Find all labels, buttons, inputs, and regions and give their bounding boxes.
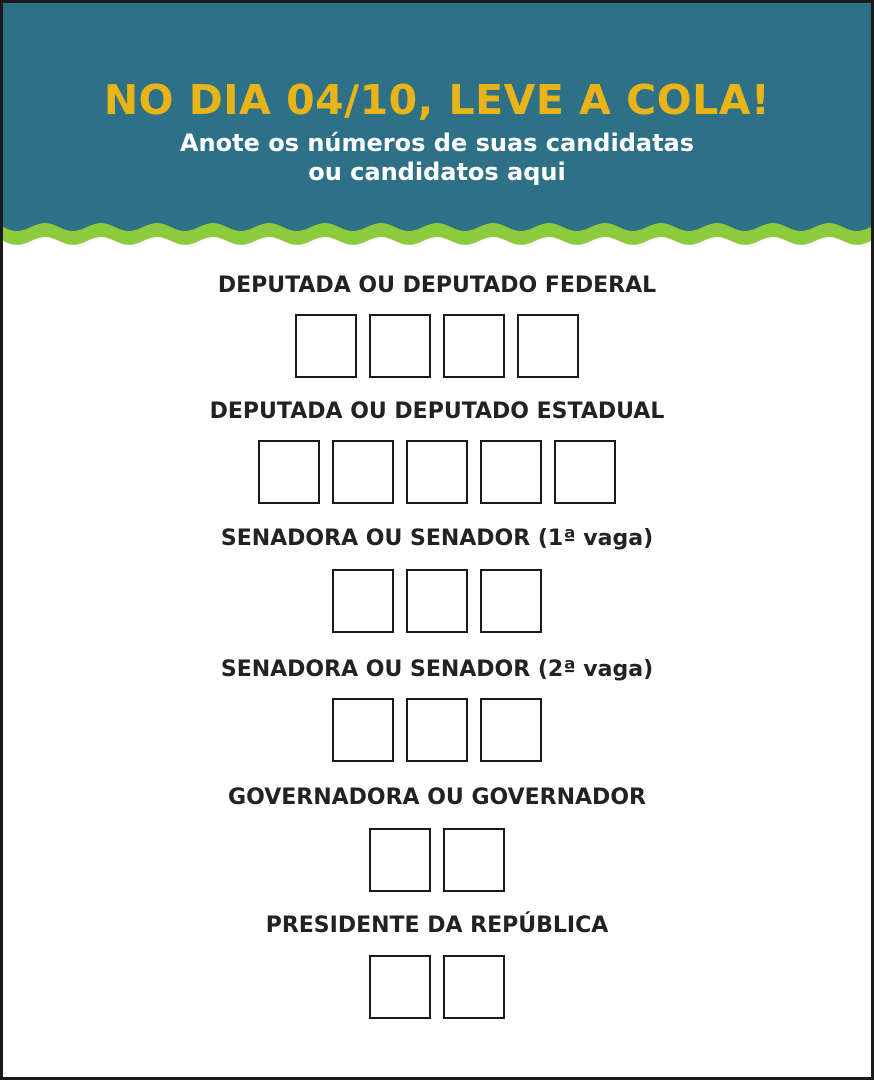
digit-boxes-senador-2 xyxy=(3,698,871,762)
digit-box[interactable] xyxy=(443,955,505,1019)
digit-box[interactable] xyxy=(517,314,579,378)
subtitle-line-1: Anote os números de suas candidatas xyxy=(179,129,695,157)
digit-box[interactable] xyxy=(295,314,357,378)
digit-box[interactable] xyxy=(369,828,431,892)
office-label-presidente: PRESIDENTE DA REPÚBLICA xyxy=(265,913,609,938)
digit-boxes-estadual xyxy=(3,440,871,504)
digit-box[interactable] xyxy=(258,440,320,504)
page-title: NO DIA 04/10, LEVE A COLA! xyxy=(103,76,771,124)
digit-boxes-presidente xyxy=(3,955,871,1019)
office-label-federal: DEPUTADA OU DEPUTADO FEDERAL xyxy=(217,273,657,298)
digit-box[interactable] xyxy=(443,828,505,892)
digit-box[interactable] xyxy=(332,440,394,504)
office-label-estadual: DEPUTADA OU DEPUTADO ESTADUAL xyxy=(209,399,665,424)
digit-box[interactable] xyxy=(480,698,542,762)
office-label-governador: GOVERNADORA OU GOVERNADOR xyxy=(228,785,646,810)
digit-boxes-governador xyxy=(3,828,871,892)
digit-box[interactable] xyxy=(554,440,616,504)
office-label-senador-2: SENADORA OU SENADOR (2ª vaga) xyxy=(220,657,654,682)
digit-box[interactable] xyxy=(480,440,542,504)
digit-box[interactable] xyxy=(369,955,431,1019)
digit-box[interactable] xyxy=(369,314,431,378)
digit-box[interactable] xyxy=(406,698,468,762)
digit-boxes-federal xyxy=(3,314,871,378)
digit-box[interactable] xyxy=(332,698,394,762)
digit-box[interactable] xyxy=(406,440,468,504)
digit-box[interactable] xyxy=(480,569,542,633)
digit-box[interactable] xyxy=(332,569,394,633)
subtitle-line-2: ou candidatos aqui xyxy=(308,158,566,186)
page-subtitle xyxy=(3,129,871,187)
digit-box[interactable] xyxy=(443,314,505,378)
digit-box[interactable] xyxy=(406,569,468,633)
digit-boxes-senador-1 xyxy=(3,569,871,633)
header-banner xyxy=(3,3,871,235)
office-label-senador-1: SENADORA OU SENADOR (1ª vaga) xyxy=(220,526,654,551)
